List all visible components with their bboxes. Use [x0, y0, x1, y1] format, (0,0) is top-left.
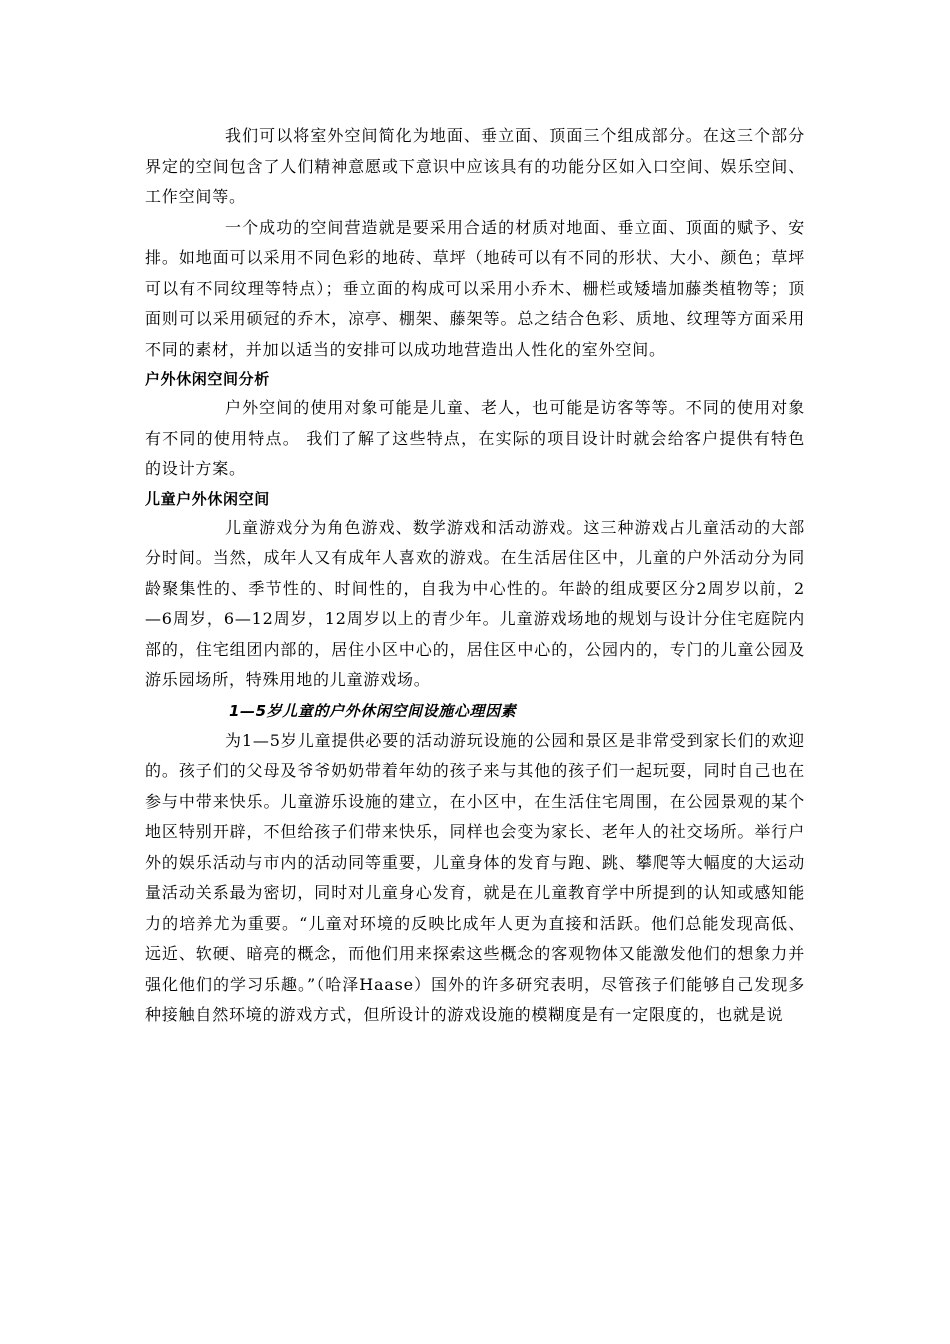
- paragraph-users-of-outdoor-space: 户外空间的使用对象可能是儿童、老人，也可能是访客等等。不同的使用对象有不同的使用特点。 我们了解了这些特点，在实际的项目设计时就会给客户提供有特色的设计方案。: [145, 398, 805, 478]
- document-body: [145, 121, 805, 1031]
- paragraph-outdoor-space-composition: 我们可以将室外空间简化为地面、垂立面、顶面三个组成部分。在这三个部分界定的空间包含了人们精神意愿或下意识中应该具有的功能分区如入口空间、娱乐空间、工作空间等。: [145, 126, 805, 206]
- paragraph-space-creation: 一个成功的空间营造就是要采用合适的材质对地面、垂立面、顶面的赋予、安排。如地面可以采用不同色彩的地砖、草坪（地砖可以有不同的形状、大小、颜色；草坪可以有不同纹理等特点）；垂立面的构成可以采用小乔木、栅栏或矮墙加藤类植物等；顶面则可以采用硕冠的乔木，凉亭、棚架、藤架等。总之结合色彩、质地、纹理等方面采用不同的素材，并加以适当的安排可以成功地营造出人性化的室外空间。: [145, 217, 805, 359]
- paragraph-children-games: 儿童游戏分为角色游戏、数学游戏和活动游戏。这三种游戏占儿童活动的大部分时间。当然，成年人又有成年人喜欢的游戏。在生活居住区中，儿童的户外活动分为同龄聚集性的、季节性的、时间性的，自我为中心性的。年龄的组成要区分2周岁以前，2—6周岁，6—12周岁，12周岁以上的青少年。儿童游戏场地的规划与设计分住宅庭院内部的，住宅组团内部的，居住小区中心的，居住区中心的，公园内的，专门的儿童公园及游乐园场所，特殊用地的儿童游戏场。: [145, 517, 805, 689]
- heading-outdoor-leisure-analysis: 户外休闲空间分析: [145, 370, 270, 388]
- heading-children-outdoor-leisure: 儿童户外休闲空间: [145, 489, 270, 508]
- subheading-toddler-psychology: 1—5岁儿童的户外休闲空间设施心理因素: [229, 701, 517, 720]
- paragraph-toddler-facilities: 为1—5岁儿童提供必要的活动游玩设施的公园和景区是非常受到家长们的欢迎的。孩子们的父母及爷爷奶奶带着年幼的孩子来与其他的孩子们一起玩耍，同时自己也在参与中带来快乐。儿童游乐设施的建立，在小区中，在生活住宅周围，在公园景观的某个地区特别开辟，不但给孩子们带来快乐，同样也会变为家长、老年人的社交场所。举行户外的娱乐活动与市内的活动同等重要，儿童身体的发育与跑、跳、攀爬等大幅度的大运动量活动关系最为密切，同时对儿童身心发育，就是在儿童教育学中所提到的认知或感知能力的培养尤为重要。“儿童对环境的反映比成年人更为直接和活跃。他们总能发现高低、远近、软硬、暗亮的概念，而他们用来探索这些概念的客观物体又能激发他们的想象力并强化他们的学习乐趣。”（哈泽Haase）国外的许多研究表明，尽管孩子们能够自己发现多种接触自然环境的游戏方式，但所设计的游戏设施的模糊度是有一定限度的，也就是说: [145, 730, 805, 1024]
